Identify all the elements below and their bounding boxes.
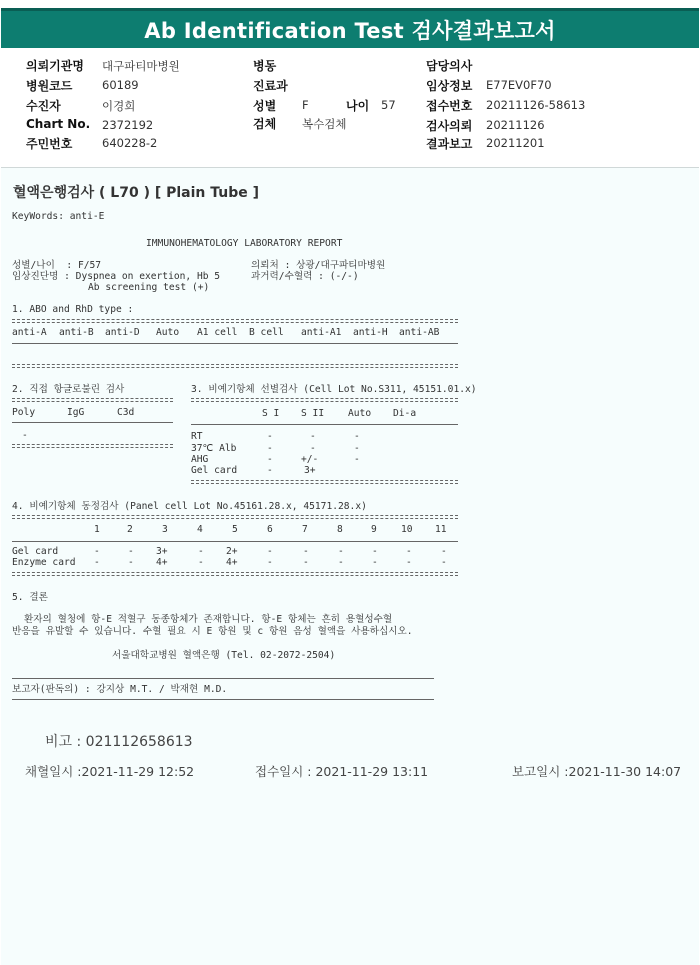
sec3-col: Auto <box>348 408 372 419</box>
clinical-label: 임상정보 <box>426 79 473 93</box>
collect-time: 채혈일시 :2021-11-29 12:52 <box>25 764 195 779</box>
sec4-col: 8 <box>337 524 343 535</box>
rrn-label: 주민번호 <box>26 137 73 151</box>
sec2-col: IgG <box>67 407 85 418</box>
sec1-col: anti-H <box>353 327 388 338</box>
sec4-col: 9 <box>371 524 377 535</box>
sec3-cell: - <box>267 454 273 465</box>
sec1-col: anti-A <box>12 327 47 338</box>
divider <box>12 422 173 423</box>
sec4-cell: - <box>441 546 447 557</box>
sec3-col: S II <box>301 408 325 419</box>
hosp-code-label: 병원코드 <box>26 79 73 93</box>
sec2-col: C3d <box>117 407 135 418</box>
sec3-cell: +/- <box>301 454 319 465</box>
keywords: KeyWords: anti-E <box>12 211 105 222</box>
sec1-col: anti-A1 <box>301 327 342 338</box>
sec4-col: 4 <box>197 524 203 535</box>
diagnosis-line-2: Ab screening test (+) <box>88 282 210 293</box>
sec4-cell: 2+ <box>226 546 238 557</box>
report-body <box>1 167 699 965</box>
sec4-col: 3 <box>162 524 168 535</box>
sec4-cell: - <box>406 546 412 557</box>
history-line: 과거력/수혈력 : (-/-) <box>251 271 359 282</box>
sec3-cell: 3+ <box>304 465 316 476</box>
sec1-col: A1 cell <box>197 327 238 338</box>
sec3-cell: - <box>267 431 273 442</box>
divider <box>12 515 458 519</box>
recipient-label: 수진자 <box>26 99 61 113</box>
sec4-cell: - <box>198 546 204 557</box>
hosp-code-value: 60189 <box>102 78 139 92</box>
rrn-value: 640228-2 <box>102 136 158 150</box>
sec4-cell: - <box>267 546 273 557</box>
sec3-cell: - <box>267 443 273 454</box>
sec1-col: anti-B <box>59 327 94 338</box>
remark: 비고 : 021112658613 <box>45 734 193 750</box>
conclusion-line-1: 환자의 혈청에 항-E 적혈구 동종항체가 존재합니다. 항-E 항체는 흔히 용혈성수혈 <box>24 614 393 625</box>
sec1-col: anti-D <box>105 327 140 338</box>
inst-label: 의뢰기관명 <box>26 59 84 73</box>
doctor-label: 담당의사 <box>426 59 473 73</box>
sec3-row-label: 37℃ Alb <box>191 443 237 454</box>
sec4-cell: 3+ <box>156 546 168 557</box>
sec2-title: 2. 직접 항글로불린 검사 <box>12 384 125 395</box>
sec4-col: 5 <box>232 524 238 535</box>
sec4-cell: - <box>441 557 447 568</box>
sec4-title: 4. 비예기항체 동정검사 (Panel cell Lot No.45161.28.x, 45171.28.x) <box>12 501 367 512</box>
sec4-col: 1 <box>94 524 100 535</box>
report-date-label: 결과보고 <box>426 137 473 151</box>
report-section-title: 혈액은행검사 ( L70 ) [ Plain Tube ] <box>13 185 260 201</box>
sec1-col: anti-AB <box>399 327 440 338</box>
sec5-title: 5. 결론 <box>12 592 48 603</box>
report-title: Ab Identification Test 검사결과보고서 <box>144 18 556 43</box>
sec3-cell: - <box>310 431 316 442</box>
specimen-value: 복수검체 <box>302 117 347 131</box>
request-value: 20211126 <box>486 118 545 132</box>
sex-label: 성별 <box>253 99 277 113</box>
sec4-cell: - <box>338 557 344 568</box>
sec4-col: 10 <box>401 524 413 535</box>
sex-value: F <box>302 98 309 112</box>
title-bar <box>1 8 699 48</box>
sec4-col: 2 <box>127 524 133 535</box>
sec4-cell: - <box>94 557 100 568</box>
divider <box>12 398 173 402</box>
conclusion-line-2: 반응을 유발할 수 있습니다. 수혈 필요 시 E 항원 및 c 항원 음성 혈액을 사용하십시오. <box>12 626 413 637</box>
divider <box>12 319 458 323</box>
sec3-cell: - <box>354 443 360 454</box>
divider <box>12 678 434 679</box>
sec3-cell: - <box>354 454 360 465</box>
receipt-time: 접수일시 : 2021-11-29 13:11 <box>255 764 429 779</box>
inst-value: 대구파티마병원 <box>102 59 180 73</box>
sec3-title: 3. 비예기항체 선별검사 (Cell Lot No.S311, 45151.01.x) <box>191 384 477 395</box>
chart-label: Chart No. <box>26 117 91 131</box>
sec4-cell: - <box>406 557 412 568</box>
request-label: 검사의뢰 <box>426 119 473 133</box>
sec3-row-label: Gel card <box>191 465 238 476</box>
divider <box>12 364 458 368</box>
divider <box>12 572 458 576</box>
lab-title: IMMUNOHEMATOLOGY LABORATORY REPORT <box>146 238 343 249</box>
divider <box>12 541 458 542</box>
sec4-col: 6 <box>267 524 273 535</box>
specimen-label: 검체 <box>253 117 277 131</box>
reporter-line: 보고자(판독의) : 강지상 M.T. / 박재현 M.D. <box>12 684 228 695</box>
sec4-cell: - <box>267 557 273 568</box>
age-value: 57 <box>381 98 396 112</box>
dept-label: 진료과 <box>253 79 288 93</box>
sec4-cell: - <box>303 546 309 557</box>
sec4-cell: - <box>303 557 309 568</box>
requester-line: 의뢰처 : 상광/대구파티마병원 <box>251 260 386 271</box>
sec4-cell: 4+ <box>156 557 168 568</box>
sec3-cell: - <box>267 465 273 476</box>
sec1-col: B cell <box>249 327 284 338</box>
sec3-cell: - <box>310 443 316 454</box>
sec1-col: Auto <box>156 327 180 338</box>
chart-value: 2372192 <box>102 118 154 132</box>
diagnosis-line: 임상진단명 : Dyspnea on exertion, Hb 5 <box>12 271 221 282</box>
sec3-cell: - <box>354 431 360 442</box>
divider <box>191 398 458 402</box>
ward-label: 병동 <box>253 59 277 73</box>
receipt-no-value: 20211126-58613 <box>486 98 586 112</box>
sec2-col: Poly <box>12 407 36 418</box>
sec4-cell: 4+ <box>226 557 238 568</box>
sec2-value: - <box>22 430 28 441</box>
report-time: 보고일시 :2021-11-30 14:07 <box>512 764 682 779</box>
sec3-row-label: AHG <box>191 454 209 465</box>
report-date-value: 20211201 <box>486 136 545 150</box>
sec4-cell: - <box>372 546 378 557</box>
sec4-col: 7 <box>302 524 308 535</box>
sec4-cell: - <box>198 557 204 568</box>
sec4-cell: - <box>128 546 134 557</box>
sec3-row-label: RT <box>191 431 203 442</box>
sec4-cell: - <box>338 546 344 557</box>
sec4-cell: - <box>128 557 134 568</box>
patient-header <box>0 50 700 162</box>
divider <box>12 444 173 448</box>
sec1-title: 1. ABO and RhD type : <box>12 304 134 315</box>
sec4-row-label: Gel card <box>12 546 59 557</box>
sec4-row-label: Enzyme card <box>12 557 76 568</box>
divider <box>12 699 434 700</box>
blood-bank-line: 서울대학교병원 혈액은행 (Tel. 02-2072-2504) <box>112 650 336 661</box>
divider <box>191 480 458 484</box>
clinical-value: E77EV0F70 <box>486 78 552 92</box>
sec4-cell: - <box>372 557 378 568</box>
divider <box>12 343 458 344</box>
sec4-cell: - <box>94 546 100 557</box>
sec3-col: Di-a <box>393 408 417 419</box>
sec3-col: S I <box>262 408 280 419</box>
divider <box>191 424 458 425</box>
sex-age-line: 성별/나이 : F/57 <box>12 260 102 271</box>
recipient-value: 이경희 <box>102 99 136 113</box>
receipt-no-label: 접수번호 <box>426 99 473 113</box>
sec4-col: 11 <box>435 524 447 535</box>
age-label: 나이 <box>346 99 370 113</box>
